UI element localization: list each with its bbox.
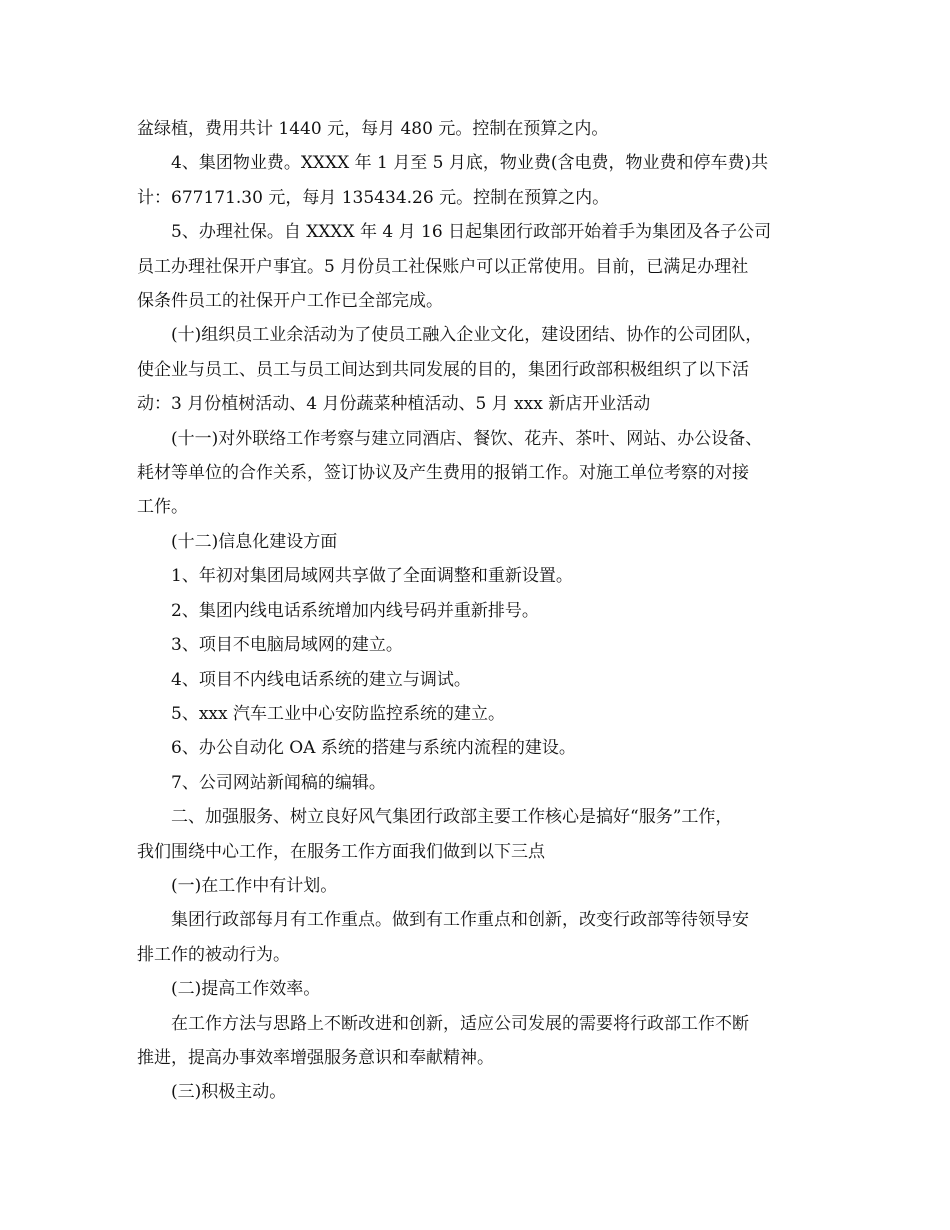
text-line: 5、xxx 汽车工业中心安防监控系统的建立。 [137, 703, 505, 724]
text-line: 使企业与员工、员工与员工间达到共同发展的目的，集团行政部积极组织了以下活 [137, 359, 749, 380]
text-line: 4、项目不内线电话系统的建立与调试。 [137, 669, 471, 690]
text-line: (十一)对外联络工作考察与建立同酒店、餐饮、花卉、茶叶、网站、办公设备、 [137, 428, 763, 449]
text-line: 排工作的被动行为。 [137, 944, 290, 965]
text-line: 二、加强服务、树立良好风气集团行政部主要工作核心是搞好“服务”工作， [137, 807, 733, 828]
text-line: 我们围绕中心工作，在服务工作方面我们做到以下三点 [137, 841, 545, 862]
text-line: 6、办公自动化 OA 系统的搭建与系统内流程的建设。 [137, 738, 576, 759]
text-line: 5、办理社保。自 XXXX 年 4 月 16 日起集团行政部开始着手为集团及各子公司 [137, 222, 772, 243]
text-line: 计：677171.30 元，每月 135434.26 元。控制在预算之内。 [137, 187, 610, 208]
text-line: 员工办理社保开户事宜。5 月份员工社保账户可以正常使用。目前，已满足办理社 [137, 256, 749, 277]
text-line: 在工作方法与思路上不断改进和创新，适应公司发展的需要将行政部工作不断 [137, 1013, 749, 1034]
text-line: 1、年初对集团局域网共享做了全面调整和重新设置。 [137, 566, 573, 587]
text-line: 盆绿植，费用共计 1440 元，每月 480 元。控制在预算之内。 [137, 119, 609, 139]
text-line: (二)提高工作效率。 [137, 979, 321, 1000]
text-line: (三)积极主动。 [137, 1082, 287, 1103]
text-line: (一)在工作中有计划。 [137, 875, 338, 896]
text-line: 动：3 月份植树活动、4 月份蔬菜种植活动、5 月 xxx 新店开业活动 [137, 394, 651, 415]
text-line: (十)组织员工业余活动为了使员工融入企业文化，建设团结、协作的公司团队， [137, 325, 763, 346]
document-body [137, 112, 817, 1110]
text-line: 7、公司网站新闻稿的编辑。 [137, 772, 386, 793]
text-line: (十二)信息化建设方面 [137, 531, 338, 552]
text-line: 2、集团内线电话系统增加内线号码并重新排号。 [137, 600, 539, 621]
text-line: 集团行政部每月有工作重点。做到有工作重点和创新，改变行政部等待领导安 [137, 910, 749, 931]
text-line: 4、集团物业费。XXXX 年 1 月至 5 月底，物业费(含电费，物业费和停车费)共 [137, 153, 769, 174]
text-line: 推进，提高办事效率增强服务意识和奉献精神。 [137, 1047, 494, 1068]
text-line: 3、项目不电脑局域网的建立。 [137, 635, 403, 656]
text-line: 耗材等单位的合作关系，签订协议及产生费用的报销工作。对施工单位考察的对接 [137, 463, 749, 484]
text-line: 工作。 [137, 497, 188, 518]
text-line: 保条件员工的社保开户工作已全部完成。 [137, 291, 443, 312]
